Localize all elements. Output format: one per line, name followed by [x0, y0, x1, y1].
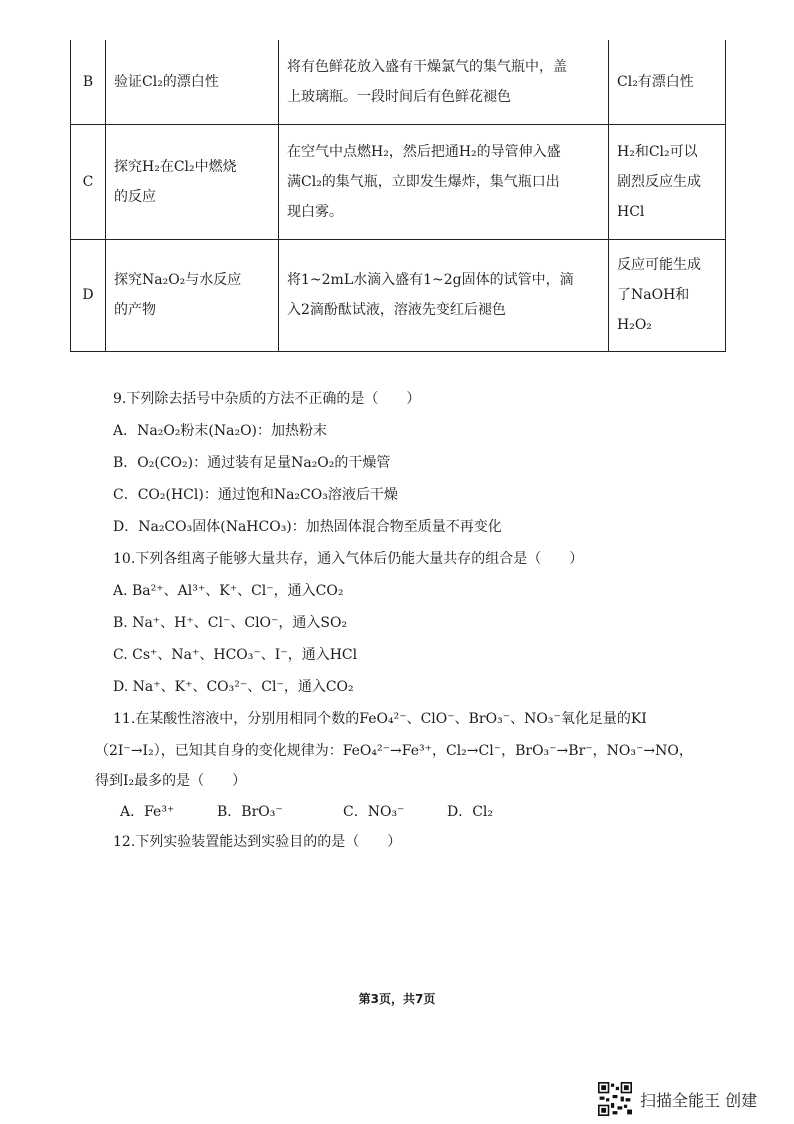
- q11-option-c: C．NO₃⁻: [343, 804, 405, 820]
- cell-goal-text: 探究H₂在Cl₂中燃烧 的反应: [114, 158, 237, 205]
- q9-option-c: C．CO₂(HCl)：通过饱和Na₂CO₃溶液后干燥: [113, 487, 398, 503]
- q11-line-2: （2I⁻→I₂），已知其自身的变化规律为：FeO₄²⁻→Fe³⁺，Cl₂→Cl⁻，BrO₃⁻→Br⁻，NO₃⁻→NO，: [95, 743, 693, 759]
- cell-goal: [106, 124, 279, 239]
- experiment-table: [70, 40, 726, 352]
- cell-goal: [106, 40, 279, 124]
- cell-option-text: D: [82, 287, 94, 303]
- table-row: [71, 239, 726, 351]
- cell-goal: [106, 239, 279, 351]
- scanner-watermark: [598, 1082, 757, 1116]
- cell-operation-text: 在空气中点燃H₂，然后把通H₂的导管伸入盛 满Cl₂的集气瓶，立即发生爆炸，集气瓶口出 现白雾。: [287, 143, 561, 220]
- cell-conclusion: [609, 239, 726, 351]
- cell-conclusion: [609, 124, 726, 239]
- q11-line-1: 11.在某酸性溶液中，分别用相同个数的FeO₄²⁻、ClO⁻、BrO₃⁻、NO₃⁻氧化足量的KI: [113, 711, 647, 727]
- cell-option-text: C: [82, 173, 94, 190]
- qr-code-icon: [598, 1082, 632, 1116]
- experiment-table-body: [71, 40, 726, 351]
- cell-option: [71, 124, 106, 239]
- table-row: [71, 40, 726, 124]
- q11-option-d: D．Cl₂: [447, 804, 494, 820]
- cell-conclusion-text: H₂和Cl₂可以 剧烈反应生成 HCl: [617, 143, 701, 220]
- cell-conclusion-text: Cl₂有漂白性: [617, 73, 694, 90]
- cell-conclusion-text: 反应可能生成 了NaOH和 H₂O₂: [617, 257, 701, 333]
- cell-operation-text: 将有色鲜花放入盛有干燥氯气的集气瓶中，盖 上玻璃瓶。一段时间后有色鲜花褪色: [287, 58, 567, 105]
- page-number: 第3页，共7页: [358, 992, 436, 1006]
- cell-option: [71, 239, 106, 351]
- q9-option-d: D．Na₂CO₃固体(NaHCO₃)：加热固体混合物至质量不再变化: [113, 519, 502, 535]
- cell-option-text: B: [82, 73, 94, 90]
- q9-option-a: A．Na₂O₂粉末(Na₂O)：加热粉末: [113, 423, 328, 439]
- q10-option-c: C. Cs⁺、Na⁺、HCO₃⁻、I⁻，通入HCl: [113, 647, 358, 663]
- table-row: [71, 124, 726, 239]
- q10-stem: 10.下列各组离子能够大量共存，通入气体后仍能大量共存的组合是（ ）: [113, 551, 584, 567]
- q10-option-d: D. Na⁺、K⁺、CO₃²⁻、Cl⁻，通入CO₂: [113, 679, 354, 695]
- cell-operation: [279, 239, 609, 351]
- cell-option: [71, 40, 106, 124]
- q11-options: [120, 801, 493, 823]
- cell-operation-text: 将1~2mL水滴入盛有1~2g固体的试管中，滴 入2滴酚酞试液，溶液先变红后褪色: [287, 272, 574, 318]
- q11-option-b: B．BrO₃⁻: [217, 804, 283, 820]
- watermark-text: 扫描全能王 创建: [640, 1090, 758, 1110]
- q11-option-a: A．Fe³⁺: [120, 804, 175, 820]
- q9-stem: 9.下列除去括号中杂质的方法不正确的是（ ）: [113, 391, 421, 407]
- q9-option-b: B．O₂(CO₂)：通过装有足量Na₂O₂的干燥管: [113, 455, 391, 471]
- cell-operation: [279, 124, 609, 239]
- cell-goal-text: 验证Cl₂的漂白性: [114, 73, 219, 90]
- cell-goal-text: 探究Na₂O₂与水反应 的产物: [114, 272, 242, 318]
- cell-conclusion: [609, 40, 726, 124]
- q12-stem: 12.下列实验装置能达到实验目的的是（ ）: [113, 834, 402, 850]
- q10-option-a: A. Ba²⁺、Al³⁺、K⁺、Cl⁻，通入CO₂: [113, 583, 344, 599]
- cell-operation: [279, 40, 609, 124]
- q10-option-b: B. Na⁺、H⁺、Cl⁻、ClO⁻，通入SO₂: [113, 615, 348, 631]
- q11-line-3: 得到I₂最多的是（ ）: [95, 773, 247, 789]
